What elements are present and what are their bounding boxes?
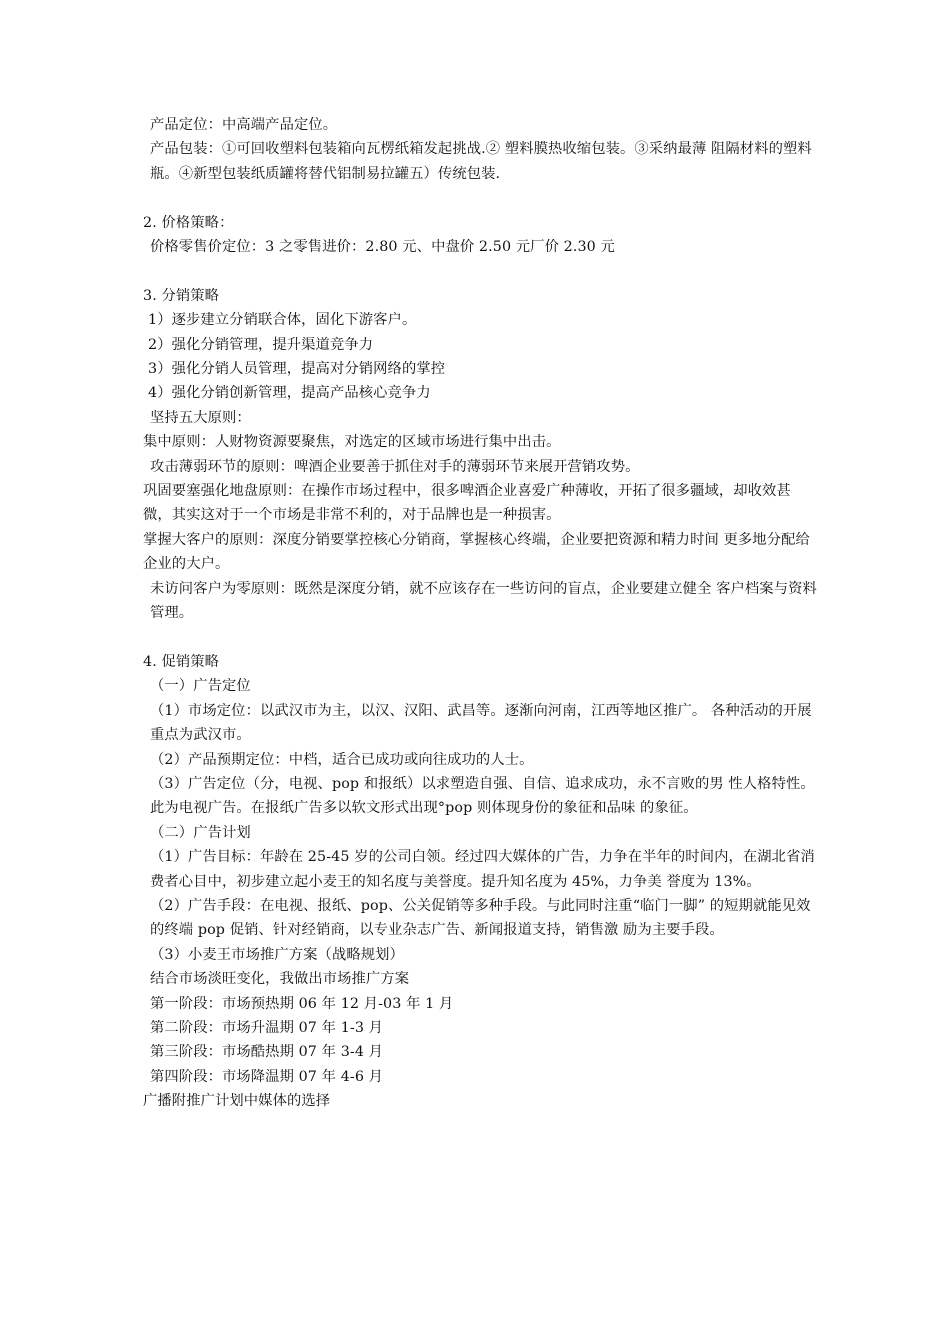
ad-plan-item: （2）广告手段：在电视、报纸、pop、公关促销等多种手段。与此同时注重“临门一脚” 的短期就能见效的终端 pop 促销、针对经销商，以专业杂志广告、新闻报道支持，销售激 励为主要手段。 (150, 897, 811, 939)
distribution-item: 4）强化分销创新管理，提高产品核心竞争力 (148, 385, 431, 402)
distribution-item: 1）逐步建立分销联合体，固化下游客户。 (148, 312, 417, 329)
ad-positioning-item: （3）广告定位（分，电视、pop 和报纸）以求塑造自强、自信、追求成功，永不言败的男 性人格特性。此为电视广告。在报纸广告多以软文形式出现°pop 则体现身份的象征和品味 的象征。 (150, 775, 815, 817)
price-heading: 2. 价格策略： (143, 214, 234, 231)
distribution-heading: 3. 分销策略 (143, 287, 220, 304)
spacer (143, 186, 819, 210)
ad-positioning-heading: （一）广告定位 (150, 678, 251, 695)
principle-item: 集中原则：人财物资源要聚焦，对选定的区域市场进行集中出击。 (143, 434, 561, 451)
principle-item: 掌握大客户的原则：深度分销要掌控核心分销商，掌握核心终端，企业要把资源和精力时间 更多地分配给企业的大户。 (143, 531, 810, 573)
phase-item: 第一阶段：市场预热期 06 年 12 月-03 年 1 月 (150, 995, 454, 1012)
distribution-item: 3）强化分销人员管理，提高对分销网络的掌控 (148, 361, 446, 378)
ad-plan-item: （1）广告目标：年龄在 25-45 岁的公司白领。经过四大媒体的广告，力争在半年的时间内，在湖北省消费者心目中，初步建立起小麦王的知名度与美誉度。提升知名度为 45%，力争美 誉度为 13%。 (150, 849, 815, 890)
distribution-item: 2）强化分销管理，提升渠道竞争力 (148, 336, 374, 353)
ad-positioning-item: （1）市场定位：以武汉市为主，以汉、汉阳、武昌等。逐渐向河南，江西等地区推广。 各种活动的开展重点为武汉市。 (150, 702, 812, 744)
phase-item: 第四阶段：市场降温期 07 年 4-6 月 (150, 1068, 384, 1085)
phase-item: 第三阶段：市场酷热期 07 年 3-4 月 (150, 1044, 384, 1061)
ad-positioning-item: （2）产品预期定位：中档，适合已成功或向往成功的人士。 (150, 751, 534, 768)
spacer (143, 259, 819, 283)
product-packaging: 产品包装：①可回收塑料包装箱向瓦楞纸箱发起挑战.② 塑料膜热收缩包装。③采纳最薄 阻隔材料的塑料瓶。④新型包装纸质罐将替代铝制易拉罐五）传统包装. (150, 141, 812, 182)
promotion-heading: 4. 促销策略 (143, 653, 220, 670)
principle-item: 攻击薄弱环节的原则：啤酒企业要善于抓住对手的薄弱环节来展开营销攻势。 (150, 458, 640, 475)
media-note: 广播附推广计划中媒体的选择 (143, 1093, 331, 1110)
ad-plan-item: （3）小麦王市场推广方案（战略规划） (150, 946, 404, 963)
principle-item: 未访问客户为零原则：既然是深度分销，就不应该存在一些访问的盲点，企业要建立健全 客户档案与资料管理。 (150, 580, 817, 622)
spacer (143, 626, 819, 650)
document-body (143, 113, 819, 1114)
principles-heading: 坚持五大原则： (150, 409, 251, 426)
phase-item: 第二阶段：市场升温期 07 年 1-3 月 (150, 1019, 384, 1036)
ad-plan-heading: （二）广告计划 (150, 824, 251, 841)
plan-intro: 结合市场淡旺变化，我做出市场推广方案 (150, 971, 410, 988)
product-positioning: 产品定位：中高端产品定位。 (150, 117, 338, 133)
price-line: 价格零售价定位：3 之零售进价：2.80 元、中盘价 2.50 元厂价 2.30 元 (150, 239, 615, 256)
principle-item: 巩固要塞强化地盘原则：在操作市场过程中，很多啤酒企业喜爱广种薄收，开拓了很多疆域，却收效甚微，其实这对于一个市场是非常不利的，对于品牌也是一种损害。 (143, 483, 791, 524)
